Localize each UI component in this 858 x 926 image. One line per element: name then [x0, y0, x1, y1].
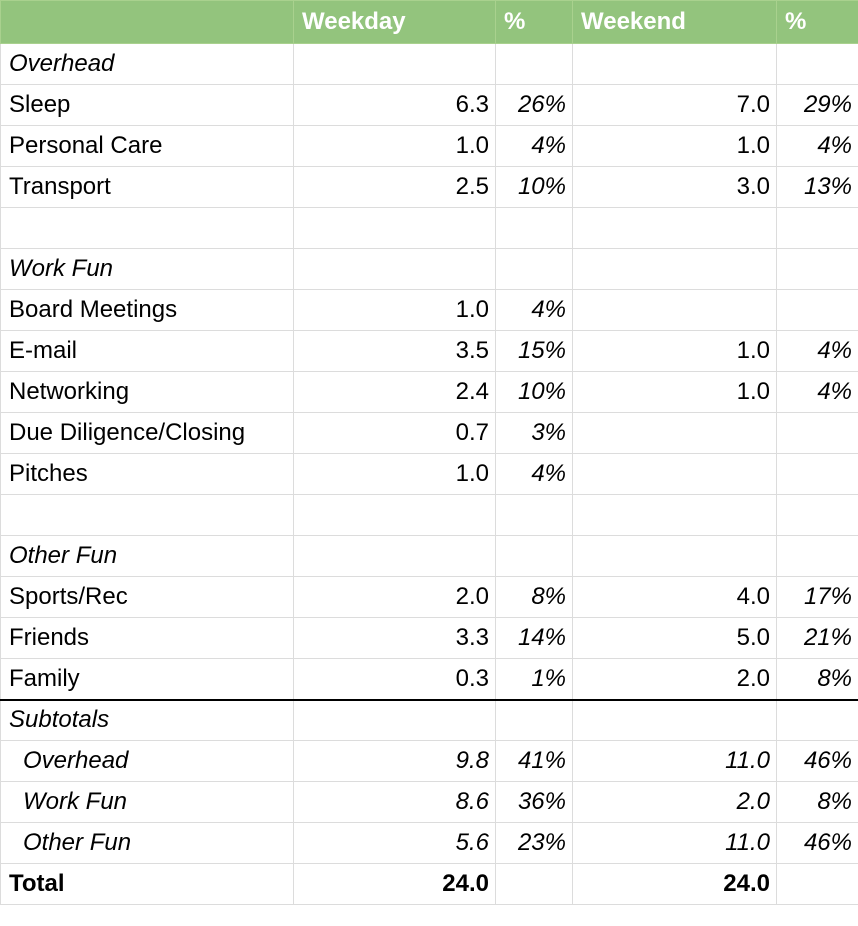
cell-weekday-pct[interactable]: 4% [496, 454, 573, 495]
cell-weekday[interactable]: 3.5 [294, 331, 496, 372]
cell-weekend-pct[interactable] [777, 44, 858, 85]
cell-weekend[interactable] [573, 700, 777, 741]
cell-label[interactable]: Other Fun [1, 823, 294, 864]
cell-weekday[interactable]: 2.0 [294, 577, 496, 618]
cell-weekend-pct[interactable] [777, 413, 858, 454]
header-cell-weekday[interactable]: Weekday [294, 1, 496, 44]
cell-weekend-pct[interactable]: 29% [777, 85, 858, 126]
table-row [1, 331, 858, 372]
table-row [1, 782, 858, 823]
cell-label[interactable]: Pitches [1, 454, 294, 495]
table-row [1, 536, 858, 577]
cell-weekend-pct[interactable] [777, 290, 858, 331]
cell-weekday[interactable]: 8.6 [294, 782, 496, 823]
cell-weekend[interactable]: 11.0 [573, 741, 777, 782]
cell-weekday-pct[interactable]: 14% [496, 618, 573, 659]
cell-label[interactable]: Family [1, 659, 294, 700]
cell-weekday-pct[interactable] [496, 864, 573, 905]
cell-weekday[interactable] [294, 495, 496, 536]
cell-weekend[interactable]: 2.0 [573, 782, 777, 823]
table-row [1, 208, 858, 249]
cell-label[interactable]: Transport [1, 167, 294, 208]
cell-weekday-pct[interactable]: 26% [496, 85, 573, 126]
cell-label[interactable] [1, 208, 294, 249]
cell-weekday[interactable]: 6.3 [294, 85, 496, 126]
cell-weekday[interactable] [294, 536, 496, 577]
cell-label[interactable]: Sports/Rec [1, 577, 294, 618]
header-row [1, 1, 858, 44]
cell-weekday-pct[interactable]: 4% [496, 290, 573, 331]
cell-weekend[interactable] [573, 413, 777, 454]
table-row [1, 85, 858, 126]
cell-label[interactable]: Overhead [1, 44, 294, 85]
table-body [1, 44, 858, 905]
cell-weekend[interactable] [573, 44, 777, 85]
cell-weekday[interactable] [294, 700, 496, 741]
cell-weekday[interactable]: 24.0 [294, 864, 496, 905]
cell-weekday[interactable]: 3.3 [294, 618, 496, 659]
table-row [1, 700, 858, 741]
cell-weekday-pct[interactable] [496, 208, 573, 249]
cell-weekday[interactable]: 9.8 [294, 741, 496, 782]
cell-weekend[interactable]: 2.0 [573, 659, 777, 700]
cell-label[interactable]: Sleep [1, 85, 294, 126]
cell-label[interactable]: Personal Care [1, 126, 294, 167]
cell-weekend[interactable] [573, 536, 777, 577]
cell-weekday-pct[interactable] [496, 495, 573, 536]
table-row [1, 618, 858, 659]
cell-weekday-pct[interactable]: 4% [496, 126, 573, 167]
table-row [1, 372, 858, 413]
cell-weekday-pct[interactable] [496, 700, 573, 741]
cell-weekend[interactable]: 1.0 [573, 126, 777, 167]
cell-weekend-pct[interactable]: 4% [777, 331, 858, 372]
table-row [1, 249, 858, 290]
cell-label[interactable]: Work Fun [1, 782, 294, 823]
cell-weekend-pct[interactable]: 46% [777, 741, 858, 782]
header-cell-weekday-pct[interactable]: % [496, 1, 573, 44]
table-row [1, 413, 858, 454]
cell-weekend[interactable] [573, 290, 777, 331]
cell-weekend-pct[interactable]: 17% [777, 577, 858, 618]
cell-weekend-pct[interactable]: 21% [777, 618, 858, 659]
cell-weekday[interactable]: 1.0 [294, 290, 496, 331]
cell-weekday-pct[interactable] [496, 249, 573, 290]
table-row [1, 454, 858, 495]
cell-weekday[interactable] [294, 208, 496, 249]
cell-weekday[interactable]: 5.6 [294, 823, 496, 864]
cell-label[interactable]: Total [1, 864, 294, 905]
table-row [1, 577, 858, 618]
cell-weekend[interactable] [573, 454, 777, 495]
cell-weekend-pct[interactable]: 8% [777, 659, 858, 700]
cell-weekday-pct[interactable]: 23% [496, 823, 573, 864]
cell-label[interactable]: Friends [1, 618, 294, 659]
cell-weekend-pct[interactable] [777, 249, 858, 290]
cell-weekend[interactable]: 5.0 [573, 618, 777, 659]
cell-weekday[interactable] [294, 249, 496, 290]
cell-weekend-pct[interactable]: 46% [777, 823, 858, 864]
table-row [1, 167, 858, 208]
cell-weekday[interactable]: 0.3 [294, 659, 496, 700]
table-row [1, 823, 858, 864]
table-row [1, 290, 858, 331]
table-row [1, 659, 858, 700]
cell-label[interactable]: Other Fun [1, 536, 294, 577]
cell-weekday-pct[interactable]: 36% [496, 782, 573, 823]
cell-weekday-pct[interactable]: 41% [496, 741, 573, 782]
header-cell-weekend-pct[interactable]: % [777, 1, 858, 44]
cell-weekend-pct[interactable] [777, 454, 858, 495]
cell-weekday[interactable]: 2.4 [294, 372, 496, 413]
cell-weekend[interactable] [573, 208, 777, 249]
cell-weekend[interactable]: 1.0 [573, 331, 777, 372]
cell-weekend-pct[interactable] [777, 700, 858, 741]
cell-weekday-pct[interactable]: 10% [496, 372, 573, 413]
cell-weekday-pct[interactable]: 1% [496, 659, 573, 700]
cell-weekend[interactable]: 4.0 [573, 577, 777, 618]
cell-weekend[interactable]: 7.0 [573, 85, 777, 126]
cell-weekday[interactable] [294, 44, 496, 85]
cell-weekday-pct[interactable] [496, 536, 573, 577]
cell-weekday[interactable]: 1.0 [294, 126, 496, 167]
cell-weekday-pct[interactable]: 10% [496, 167, 573, 208]
cell-weekend-pct[interactable] [777, 495, 858, 536]
cell-weekend[interactable]: 1.0 [573, 372, 777, 413]
cell-weekday-pct[interactable]: 8% [496, 577, 573, 618]
cell-label[interactable]: Board Meetings [1, 290, 294, 331]
header-cell-weekend[interactable]: Weekend [573, 1, 777, 44]
cell-label[interactable]: E-mail [1, 331, 294, 372]
cell-weekend-pct[interactable] [777, 536, 858, 577]
cell-weekday[interactable]: 1.0 [294, 454, 496, 495]
cell-weekday[interactable]: 2.5 [294, 167, 496, 208]
cell-label[interactable]: Networking [1, 372, 294, 413]
cell-weekend-pct[interactable] [777, 208, 858, 249]
cell-label[interactable] [1, 495, 294, 536]
header-cell-label[interactable] [1, 1, 294, 44]
cell-weekend-pct[interactable] [777, 864, 858, 905]
cell-weekday-pct[interactable]: 15% [496, 331, 573, 372]
cell-label[interactable]: Overhead [1, 741, 294, 782]
table-row [1, 44, 858, 85]
cell-weekend[interactable] [573, 249, 777, 290]
cell-weekend-pct[interactable]: 4% [777, 126, 858, 167]
table-row [1, 495, 858, 536]
cell-weekend-pct[interactable]: 4% [777, 372, 858, 413]
cell-weekend[interactable]: 11.0 [573, 823, 777, 864]
cell-label[interactable]: Subtotals [1, 700, 294, 741]
cell-weekday-pct[interactable]: 3% [496, 413, 573, 454]
cell-label[interactable]: Work Fun [1, 249, 294, 290]
cell-label[interactable]: Due Diligence/Closing [1, 413, 294, 454]
cell-weekday[interactable]: 0.7 [294, 413, 496, 454]
cell-weekend-pct[interactable]: 8% [777, 782, 858, 823]
table-row [1, 741, 858, 782]
cell-weekend[interactable]: 3.0 [573, 167, 777, 208]
cell-weekend[interactable]: 24.0 [573, 864, 777, 905]
cell-weekday-pct[interactable] [496, 44, 573, 85]
cell-weekend-pct[interactable]: 13% [777, 167, 858, 208]
table-row [1, 864, 858, 905]
table-row [1, 126, 858, 167]
cell-weekend[interactable] [573, 495, 777, 536]
